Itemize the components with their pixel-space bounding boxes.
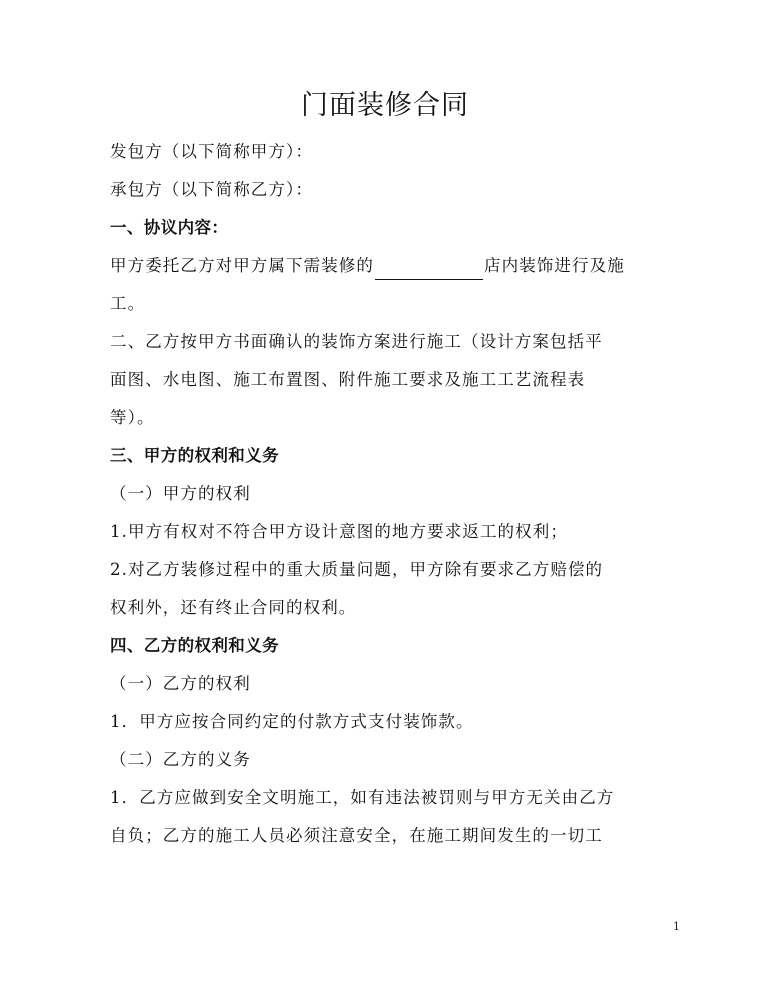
party-b-obligation-1-line-2: 自负；乙方的施工人员必须注意安全，在施工期间发生的一切工	[110, 826, 603, 845]
page-number: 1	[673, 920, 680, 933]
section-two-line-1: 二、乙方按甲方书面确认的装饰方案进行施工（设计方案包括平	[110, 332, 603, 351]
party-b-obligation-1-line-1: 1．乙方应做到安全文明施工，如有违法被罚则与甲方无关由乙方	[110, 788, 615, 807]
party-a-right-2-line-1: 2.对乙方装修过程中的重大质量问题，甲方除有要求乙方赔偿的	[110, 560, 604, 579]
party-b-line: 承包方（以下简称乙方）：	[110, 180, 313, 199]
party-b-rights-heading: （一）乙方的权利	[110, 674, 251, 693]
agreement-before-blank: 甲方委托乙方对甲方属下需装修的	[110, 256, 374, 275]
section-two-line-3: 等）。	[110, 408, 155, 427]
section-four-heading: 四、乙方的权利和义务	[110, 636, 279, 655]
agreement-content-line	[110, 252, 670, 280]
party-b-obligations-heading: （二）乙方的义务	[110, 750, 251, 769]
party-b-right-1: 1．甲方应按合同约定的付款方式支付装饰款。	[110, 712, 474, 731]
agreement-continuation: 工。	[110, 294, 146, 313]
section-two-line-2: 面图、水电图、施工布置图、附件施工要求及施工工艺流程表	[110, 370, 586, 389]
party-a-rights-heading: （一）甲方的权利	[110, 484, 251, 503]
party-a-right-1: 1.甲方有权对不符合甲方设计意图的地方要求返工的权利；	[110, 522, 568, 541]
section-one-heading: 一、协议内容：	[110, 218, 229, 237]
agreement-after-blank: 店内装饰进行及施	[484, 256, 625, 275]
section-three-heading: 三、甲方的权利和义务	[110, 446, 279, 465]
contract-title: 门面装修合同	[301, 90, 469, 121]
store-name-blank[interactable]	[375, 258, 483, 280]
party-a-line: 发包方（以下简称甲方）：	[110, 142, 313, 161]
party-a-right-2-line-2: 权利外，还有终止合同的权利。	[110, 598, 357, 617]
